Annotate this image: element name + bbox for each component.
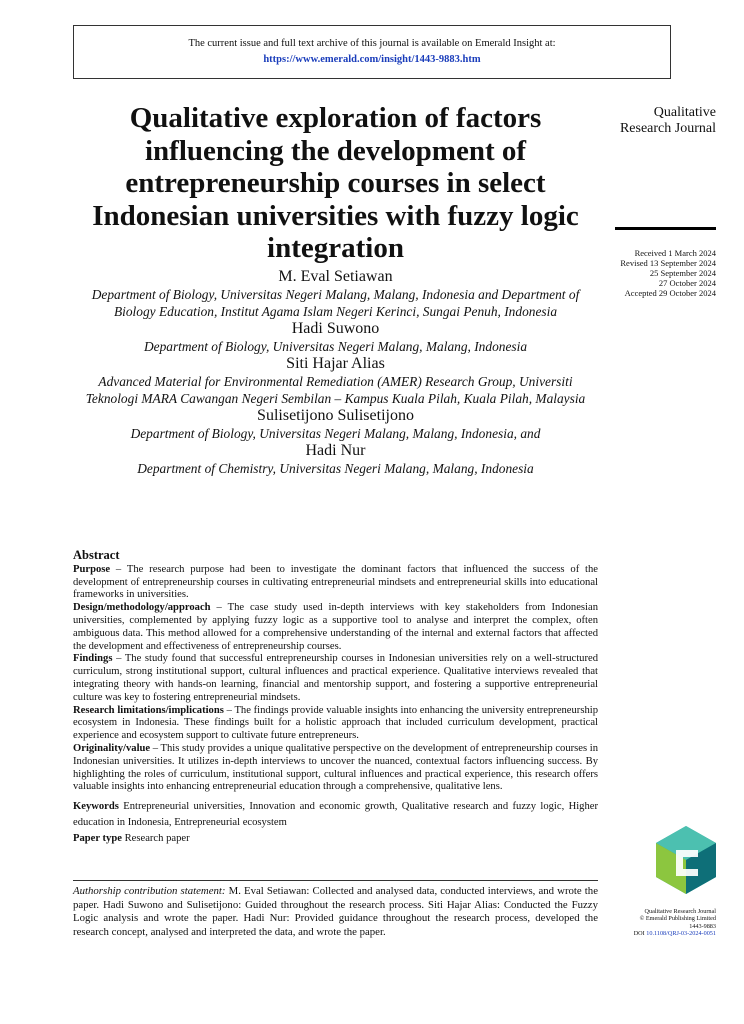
journal-footer — [634, 908, 716, 938]
contribution-label: Authorship contribution statement: — [73, 885, 226, 897]
journal-name — [620, 105, 716, 137]
paper-type — [73, 833, 598, 846]
section-label: Findings — [73, 653, 113, 665]
notice-text: The current issue and full text archive of this journal is available on Emerald Insight at: — [188, 38, 556, 49]
submission-dates — [620, 248, 716, 298]
author-affiliation: Department of Biology, Universitas Negeri Malang, Malang, Indonesia — [143, 339, 528, 354]
author-name: Siti Hajar Alias — [286, 355, 385, 372]
abstract-limitations — [73, 705, 598, 743]
authorship-contribution — [73, 885, 598, 939]
date-accepted: Accepted 29 October 2024 — [624, 288, 716, 298]
section-text: – The study found that successful entrepreneurship courses in Indonesian universities rely on a well-structured curriculum, strong institutional support, cultural influences and practical experience. Qualitative interviews revealed that integrating theory with hands-on learning, financial and mentorship support, and fostering a supportive entrepreneurial culture was key to fostering entrepreneurial mindsets. — [73, 653, 598, 703]
author-name: Hadi Suwono — [291, 320, 380, 337]
journal-name-line2: Research Journal — [619, 121, 716, 136]
paper-type-label: Paper type — [73, 833, 122, 845]
date-revised: Revised 13 September 2024 — [620, 258, 716, 268]
author-affiliation: Advanced Material for Environmental Remediation (AMER) Research Group, Universiti Teknologi MARA Cawangan Negeri Sembilan – Kampus Kuala Pilah, Kuala Pilah, Malaysia — [85, 374, 586, 406]
author-name: Hadi Nur — [305, 442, 366, 459]
keywords — [73, 799, 598, 831]
abstract-findings — [73, 653, 598, 704]
date-received: Received 1 March 2024 — [634, 248, 716, 258]
author-affiliation: Department of Biology, Universitas Negeri Malang, Malang, Indonesia, and — [130, 426, 541, 441]
section-text: – The case study used in-depth interviews with key stakeholders from Indonesian universities, complemented by applying fuzzy logic as a supportive tool to analyse and interpret the complex, often ambiguous data. This method allowed for a comprehensive understanding of the internal and external factors that affected the development and effectiveness of entrepreneurship courses. — [73, 602, 598, 652]
section-label: Research limitations/implications — [73, 704, 224, 716]
author-list — [73, 268, 598, 477]
section-label: Design/methodology/approach — [73, 602, 211, 614]
paper-type-text: Research paper — [121, 833, 190, 845]
footer-doi — [634, 930, 716, 937]
paper-title: Qualitative exploration of factors influencing the development of entrepreneurship courses in select Indonesian universities with fuzzy logic integration — [92, 102, 579, 264]
keywords-label: Keywords — [73, 801, 119, 813]
abstract-heading: Abstract — [73, 548, 120, 562]
author-name: M. Eval Setiawan — [278, 268, 393, 285]
journal-rule — [615, 227, 716, 230]
journal-access-notice — [73, 25, 671, 79]
footer-issn: 1443-9883 — [689, 922, 716, 930]
journal-url-link[interactable]: https://www.emerald.com/insight/1443-9883.htm — [263, 54, 481, 65]
date-revised-2: 25 September 2024 — [649, 268, 716, 278]
abstract-originality — [73, 743, 598, 794]
footer-journal: Qualitative Research Journal — [644, 908, 716, 915]
section-text: – The findings provide valuable insights into enhancing the university entrepreneurship ecosystem in Indonesia. These findings built for a holistic approach that included curriculum development, practical experience and ecosystem support to cultivate future entrepreneurs. — [73, 704, 598, 742]
author-affiliation: Department of Biology, Universitas Negeri Malang, Malang, Indonesia and Department of Biology Education, Institut Agama Islam Negeri Kerinci, Sungai Penuh, Indonesia — [91, 287, 580, 319]
keywords-text: Entrepreneurial universities, Innovation and economic growth, Qualitative research and fuzzy logic, Higher education in Indonesia, Entrepreneurial ecosystem — [73, 801, 598, 829]
date-revised-3: 27 October 2024 — [658, 278, 716, 288]
footer-publisher: © Emerald Publishing Limited — [639, 915, 716, 923]
section-text: – This study provides a unique qualitative perspective on the development of entrepreneurship courses in Indonesian universities. It utilizes in-depth interviews to uncover the nuanced, contextual factors influencing success. By highlighting the roles of curriculum, institutional support, cultural influences and practical experience, this research offers valuable insights into enhancing entrepreneurial education through a comprehensive, qualitative lens. — [73, 742, 598, 793]
journal-name-line1: Qualitative — [653, 105, 716, 120]
contribution-text: M. Eval Setiawan: Collected and analysed data, conducted interviews, and wrote the paper. Hadi Suwono and Sulisetijono: Guided throughout the research process. Siti Hajar Alias: Conducted the Fuzzy Logic analysis and wrote the paper. Hadi Nur: Provided guidance throughout the research process, developed the research concept, analysed and interpreted the data, and wrote the paper. — [73, 885, 598, 938]
section-label: Originality/value — [73, 742, 151, 754]
section-label: Purpose — [73, 563, 111, 575]
emerald-logo-icon — [656, 826, 716, 894]
abstract-purpose — [73, 564, 598, 602]
doi-label: DOI — [633, 930, 645, 938]
author-name: Sulisetijono Sulisetijono — [257, 407, 414, 424]
footnote-divider — [73, 880, 598, 881]
section-text: – The research purpose had been to investigate the dominant factors that influenced the success of the development of entrepreneurship courses in cultivating entrepreneurial mindsets and entrepreneurial skills into educational frameworks in universities. — [73, 563, 598, 601]
doi-link[interactable]: 10.1108/QRJ-03-2024-0051 — [646, 930, 716, 938]
abstract-design — [73, 602, 598, 653]
abstract — [73, 549, 598, 846]
author-affiliation: Department of Chemistry, Universitas Negeri Malang, Malang, Indonesia — [137, 461, 534, 476]
